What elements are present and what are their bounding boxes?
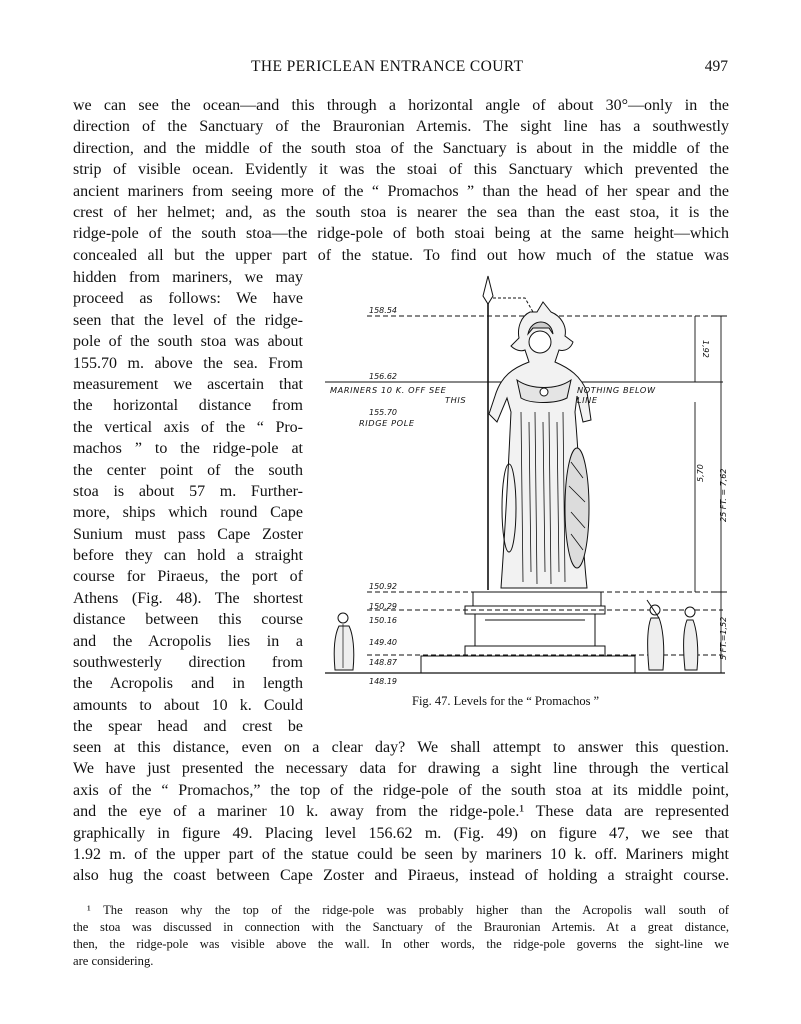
text-line: and the eye of a mariner 10 k. away from the ridge-pole.¹ These data are represented <box>73 803 729 821</box>
text-line: amounts to about 10 k. Could <box>73 696 303 714</box>
ridge-pole-label: RIDGE POLE <box>359 418 415 428</box>
promachos-levels-drawing <box>325 272 730 692</box>
nothing-below-note: NOTHING BELOW <box>577 385 656 395</box>
man-figure-right-1 <box>648 618 664 670</box>
text-line: concealed all but the upper part of the statue. To find out how much of the statue was <box>73 246 729 264</box>
text-line: we can see the ocean—and this through a horizontal angle of about 30°—only in the <box>73 97 729 114</box>
text-line: course for Piraeus, the port of <box>73 568 303 586</box>
pedestal-block <box>475 614 595 646</box>
figure-caption: Fig. 47. Levels for the “ Promachos ” <box>412 694 600 708</box>
footnote-line: then, the ridge-pole was visible above the wall. In other words, the ridge-pole governs the sight-line we <box>73 937 729 951</box>
text-line: before they can hold a straight <box>73 547 303 565</box>
text-line: distance between this course <box>73 611 303 629</box>
text-line: measurement we ascertain that <box>73 375 303 393</box>
text-line: Athens (Fig. 48). The shortest <box>73 589 303 607</box>
dimension-label: 5 FT.=1,52 <box>719 616 728 660</box>
text-line: also hug the coast between Cape Zoster and Piraeus, instead of holding a straight course. <box>73 867 729 885</box>
level-label: 150.29 <box>369 602 397 611</box>
pedestal-top <box>473 592 601 606</box>
text-line: southwesterly direction from <box>73 654 303 672</box>
running-title: THE PERICLEAN ENTRANCE COURT <box>251 58 524 75</box>
man-left-head <box>338 613 348 623</box>
text-line: ridge-pole of the south stoa—the ridge-pole of both stoai being at the same height—which <box>73 225 729 243</box>
text-line: pole of the south stoa was about <box>73 333 303 351</box>
shield <box>565 448 589 568</box>
text-line: the vertical axis of the “ Pro- <box>73 418 303 436</box>
dimension-label: 5,70 <box>696 464 705 482</box>
text-line: the center point of the south <box>73 461 303 479</box>
level-label: 150.92 <box>369 582 397 591</box>
text-line: the Acropolis and in length <box>73 675 303 693</box>
level-label: 158.54 <box>369 306 397 315</box>
text-line: We have just presented the necessary data for drawing a sight line through the vertical <box>73 760 729 778</box>
mariners-note-2: THIS <box>445 395 467 405</box>
level-label: 156.62 <box>369 372 397 381</box>
text-line: Sunium must pass Cape Zoster <box>73 525 303 543</box>
dimension-label: 1,92 <box>701 340 710 358</box>
text-line: 155.70 m. above the sea. From <box>73 354 303 372</box>
wrapped-column-text <box>73 267 303 738</box>
text-line: the spear head and crest be <box>73 718 303 736</box>
spear-head <box>483 276 493 304</box>
text-line: the horizontal distance from <box>73 397 303 415</box>
man-figure-right-2 <box>684 620 698 670</box>
nothing-below-note-2: LINE <box>577 395 598 405</box>
footnote <box>73 902 729 970</box>
text-line: axis of the “ Promachos,” the top of the ridge-pole of the south stoa at its middle point, <box>73 781 729 799</box>
text-line: and the Acropolis lies in a <box>73 632 303 650</box>
level-label: 149.40 <box>369 638 397 647</box>
text-line: 1.92 m. of the upper part of the statue could be seen by mariners 10 k. off. Mariners might <box>73 845 729 863</box>
paragraph-bottom <box>73 737 729 887</box>
text-line: stoa is about 57 m. Further- <box>73 482 303 500</box>
text-line: more, ships which round Cape <box>73 504 303 522</box>
text-line: direction, and the middle of the south stoa of the Sanctuary is about in the middle of the <box>73 139 729 157</box>
athena-head <box>529 331 551 353</box>
running-head <box>73 58 728 80</box>
text-line: hidden from mariners, we may <box>73 269 303 286</box>
figure-47 <box>325 272 730 692</box>
text-line: direction of the Sanctuary of the Brauronian Artemis. The sight line has a southwestly <box>73 118 729 136</box>
text-line: ancient mariners from seeing more of the “ Promachos ” than the head of her spear and the <box>73 182 729 200</box>
mariners-note: MARINERS 10 K. OFF SEE <box>330 385 447 395</box>
level-label: 148.87 <box>369 658 397 667</box>
spear-crest-link <box>488 298 533 312</box>
gorgoneion <box>540 388 548 396</box>
text-line: graphically in figure 49. Placing level 156.62 m. (Fig. 49) on figure 47, we see that <box>73 824 729 842</box>
text-line: seen at this distance, even on a clear day? We shall attempt to answer this question. <box>73 739 729 756</box>
text-line: proceed as follows: We have <box>73 290 303 308</box>
dimension-label: 25 FT. = 7,62 <box>719 468 728 522</box>
man-figure-left <box>334 626 354 670</box>
man-right-2-head <box>685 607 695 617</box>
level-label: 148.19 <box>369 677 397 686</box>
text-line: seen that the level of the ridge- <box>73 311 303 329</box>
page-number: 497 <box>704 58 728 75</box>
level-label: 155.70 <box>369 408 397 417</box>
paragraph-top <box>73 95 729 266</box>
text-line: strip of visible ocean. Evidently it was the stoai of this Sanctuary which prevented the <box>73 161 729 179</box>
level-label: 150.16 <box>369 616 397 625</box>
text-line: machos ” to the ridge-pole at <box>73 440 303 458</box>
footnote-line: are considering. <box>73 954 154 968</box>
pedestal-step-2 <box>421 656 635 673</box>
text-line: crest of her helmet; and, as the south stoa is nearer the sea than the east stoa, it is the <box>73 203 729 221</box>
footnote-line: ¹ The reason why the top of the ridge-pole was probably higher than the Acropolis wall south of <box>87 903 729 917</box>
footnote-line: the stoa was discussed in connection with the Sanctuary of the Brauronian Artemis. At a great distance, <box>73 920 729 934</box>
